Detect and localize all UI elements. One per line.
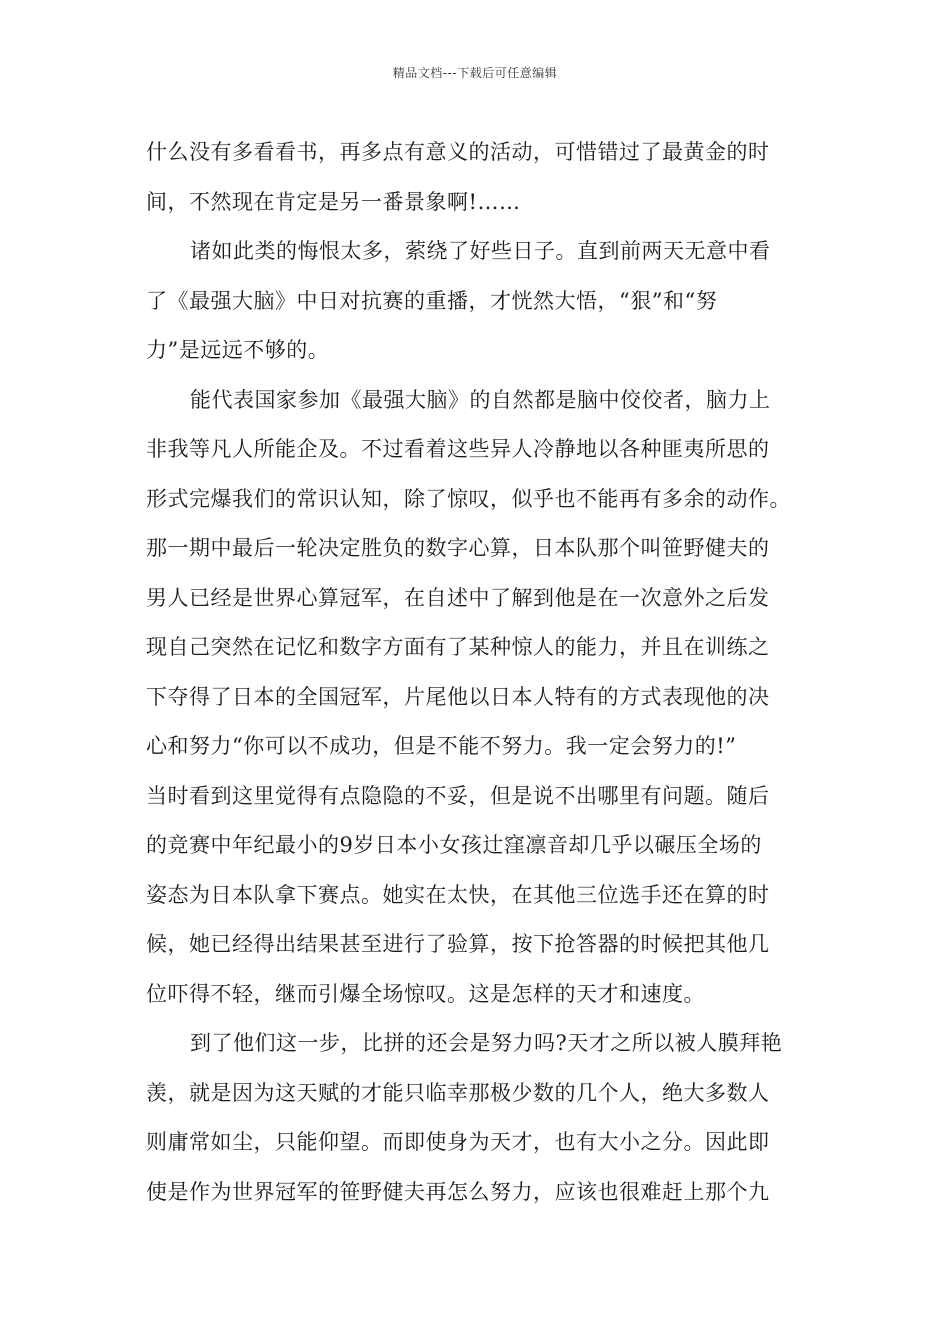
text-line: 则庸常如尘，只能仰望。而即使身为天才，也有大小之分。因此即 [146, 1130, 770, 1154]
text-line: 了《最强大脑》中日对抗赛的重播，才恍然大悟，“狠”和“努 [146, 288, 718, 313]
text-line: 心和努力“你可以不成功，但是不能不努力。我一定会努力的!” [146, 734, 737, 758]
text-line: 形式完爆我们的常识认知，除了惊叹，似乎也不能再有多余的动作。 [146, 486, 791, 511]
text-line: 能代表国家参加《最强大脑》的自然都是脑中佼佼者，脑力上 [190, 387, 771, 412]
text-line: 什么没有多看看书，再多点有意义的活动，可惜错过了最黄金的时 [146, 140, 770, 164]
page-header: 精品文档---下载后可任意编辑 [392, 66, 558, 80]
text-line: 羡，就是因为这天赋的才能只临幸那极少数的几个人，绝大多数人 [146, 1080, 770, 1105]
text-line: 位吓得不轻，继而引爆全场惊叹。这是怎样的天才和速度。 [146, 981, 705, 1006]
text-line: 使是作为世界冠军的笹野健夫再怎么努力，应该也很难赶上那个九 [146, 1179, 770, 1204]
text-line: 当时看到这里觉得有点隐隐的不妥，但是说不出哪里有问题。随后 [146, 783, 770, 808]
text-line: 现自己突然在记忆和数字方面有了某种惊人的能力，并且在训练之 [146, 635, 770, 659]
text-line: 下夺得了日本的全国冠军，片尾他以日本人特有的方式表现他的决 [146, 684, 770, 709]
text-line: 力”是远远不够的。 [146, 338, 330, 362]
text-line: 的竞赛中年纪最小的9岁日本小女孩辻窪凛音却几乎以碾压全场的 [146, 833, 762, 857]
text-line: 男人已经是世界心算冠军，在自述中了解到他是在一次意外之后发 [146, 585, 770, 610]
text-line: 姿态为日本队拿下赛点。她实在太快，在其他三位选手还在算的时 [146, 882, 770, 907]
text-line: 非我等凡人所能企及。不过看着这些异人冷静地以各种匪夷所思的 [146, 437, 770, 461]
text-line: 那一期中最后一轮决定胜负的数字心算，日本队那个叫笹野健夫的 [146, 536, 770, 560]
document-body [146, 128, 812, 1217]
text-line: 到了他们这一步，比拼的还会是努力吗?天才之所以被人膜拜艳 [190, 1031, 783, 1055]
text-line: 间，不然现在肯定是另一番景象啊!…… [146, 189, 521, 214]
text-line: 诸如此类的悔恨太多，萦绕了好些日子。直到前两天无意中看 [190, 239, 771, 263]
text-line: 候，她已经得出结果甚至进行了验算，按下抢答器的时候把其他几 [146, 932, 770, 956]
